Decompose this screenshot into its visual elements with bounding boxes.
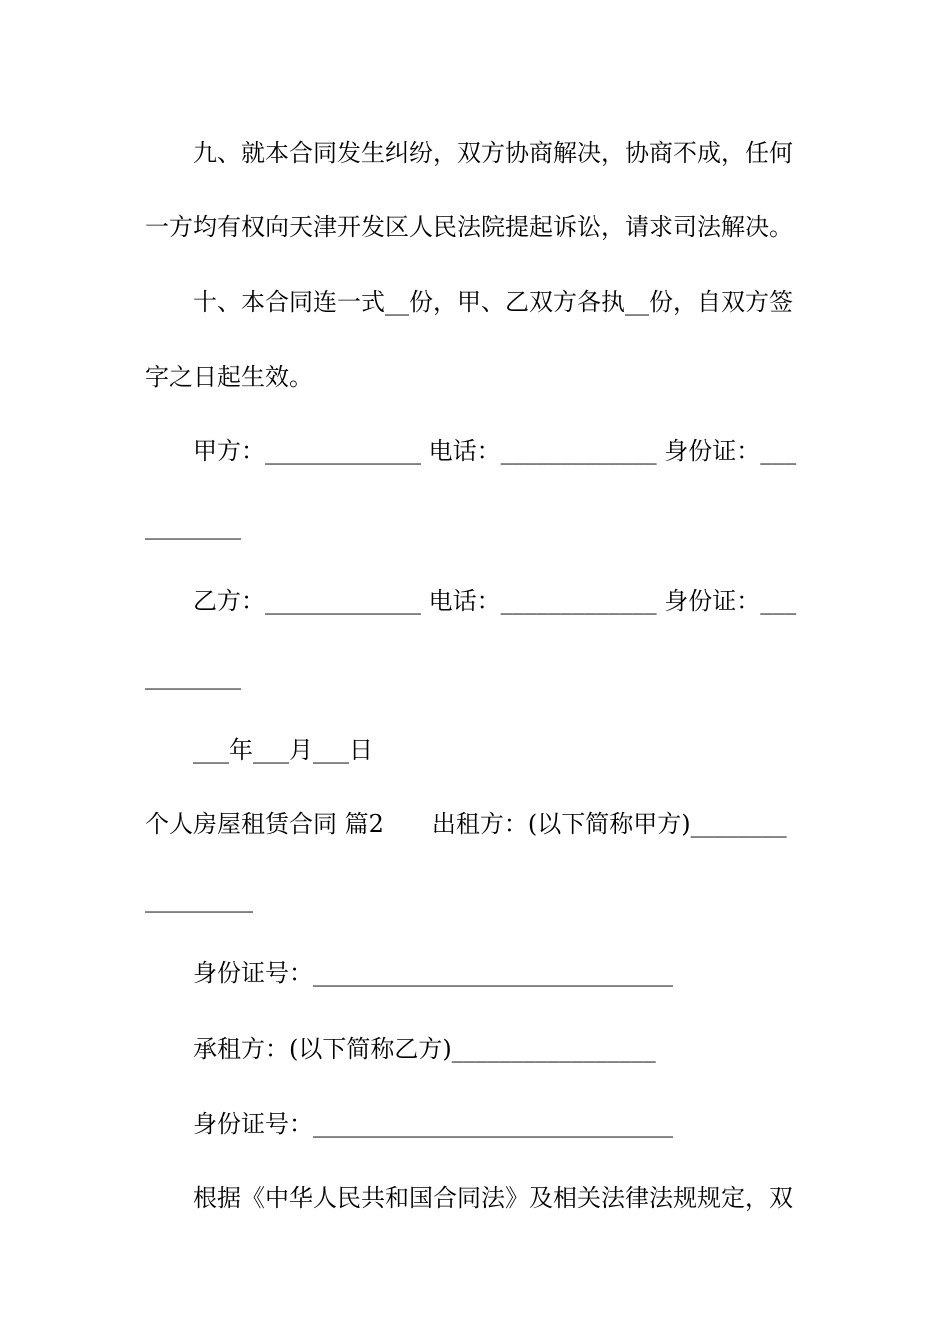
- lessee-id-line: 身份证号：______________________________: [193, 1110, 673, 1138]
- lessor-continuation: _________: [145, 885, 253, 913]
- party-a-signature-line: 甲方：_____________ 电话：_____________ 身份证：___: [193, 437, 797, 465]
- clause-9-line-1: 九、就本合同发生纠纷，双方协商解决，协商不成，任何: [193, 139, 793, 167]
- clause-9-line-2: 一方均有权向天津开发区人民法院提起诉讼，请求司法解决。: [145, 213, 793, 241]
- clause-10-line-2: 字之日起生效。: [145, 363, 313, 391]
- lessee-line: 承租方：(以下简称乙方)_________________: [193, 1035, 656, 1063]
- contract-2-title-lessor-line: 个人房屋租赁合同 篇2 出租方：(以下简称甲方)________: [145, 810, 787, 838]
- party-b-signature-line: 乙方：_____________ 电话：_____________ 身份证：___: [193, 587, 797, 615]
- party-a-id-continuation: ________: [145, 512, 241, 540]
- party-b-id-continuation: ________: [145, 662, 241, 690]
- date-line: ___年___月___日: [193, 736, 373, 764]
- lessor-id-line: 身份证号：______________________________: [193, 959, 673, 987]
- clause-10-line-1: 十、本合同连一式__份，甲、乙双方各执__份，自双方签: [193, 288, 793, 316]
- legal-basis-line: 根据《中华人民共和国合同法》及相关法律法规规定，双: [193, 1184, 793, 1212]
